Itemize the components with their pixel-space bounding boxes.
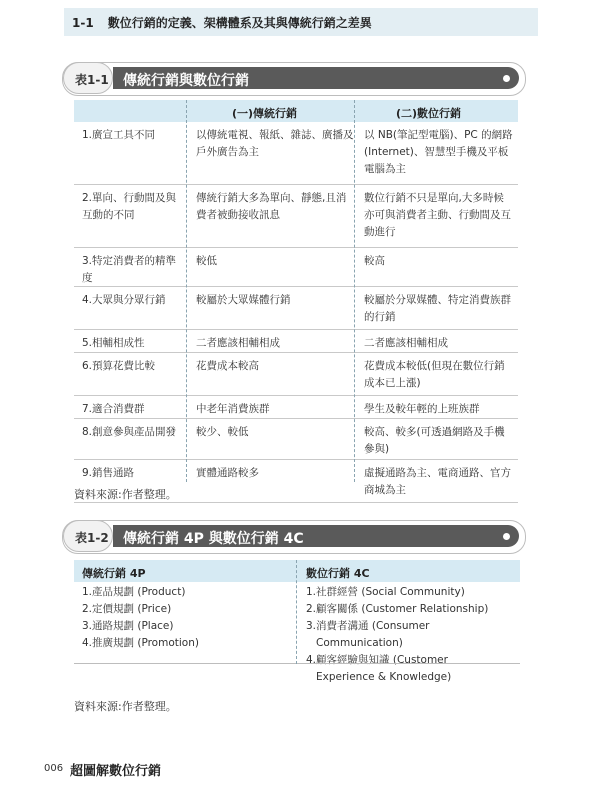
table2-header-row [74,560,520,582]
table1-source-note: 資料來源:作者整理。 [74,488,177,501]
table2-tab [63,520,113,552]
chapter-header [72,14,372,31]
bullet-dot-icon [503,75,510,82]
row-traditional: 花費成本較高 [196,360,259,372]
row-item: 3.特定消費者的精準度 [82,255,177,284]
list-item: Communication) [316,637,403,649]
list-item: Experience & Knowledge) [316,671,452,683]
table-row [74,248,518,287]
table-row [74,396,518,419]
list-item: 4.推廣規劃 (Promotion) [82,637,199,649]
row-digital: 花費成本較低(但現在數位行銷成本已上漲) [364,360,505,389]
table2-title: 傳統行銷 4P 與數位行銷 4C [123,531,304,547]
column-divider [186,100,187,482]
section-title: 數位行銷的定義、架構體系及其與傳統行銷之差異 [107,16,372,30]
table-row [74,419,518,460]
table1-col-digital-header: (二)數位行銷 [396,107,462,120]
row-traditional: 二者應該相輔相成 [196,337,280,349]
row-digital: 學生及較年輕的上班族群 [364,403,480,415]
row-item: 4.大眾與分眾行銷 [82,294,166,306]
list-item: 3.通路規劃 (Place) [82,620,174,632]
bullet-dot-icon [503,533,510,540]
row-item: 5.相輔相成性 [82,337,145,349]
row-traditional: 中老年消費族群 [196,403,270,415]
book-title: 超圖解數位行銷 [70,764,162,779]
list-item: 1.社群經營 (Social Community) [306,586,465,598]
table2-title-banner [113,525,519,547]
list-item: 2.顧客關係 (Customer Relationship) [306,603,489,615]
table1-title-banner [113,67,519,89]
row-traditional: 實體通路較多 [196,467,259,479]
row-traditional: 較低 [196,255,217,267]
table2-title-bar [62,520,526,554]
row-digital: 數位行銷不只是單向,大多時候亦可與消費者主動、行動間及互動進行 [364,192,511,238]
table-row [74,287,518,330]
row-item: 2.單向、行動間及與互動的不同 [82,192,177,221]
table2-col-4p-header: 傳統行銷 4P [82,567,146,580]
4c-list [306,584,488,686]
row-digital: 二者應該相輔相成 [364,337,448,349]
row-digital: 以 NB(筆記型電腦)、PC 的網路 (Internet)、智慧型手機及平板電腦為主 [364,129,513,175]
list-item: 4.顧客經驗與知識 (Customer [306,654,448,666]
table1-tab-label: 表1-1 [75,73,109,87]
table-row [74,185,518,248]
4p-list [82,584,199,652]
row-digital: 較屬於分眾媒體、特定消費族群的行銷 [364,294,511,323]
row-digital: 較高、較多(可透過網路及手機參與) [364,426,505,455]
table-row [74,330,518,353]
column-divider [296,560,297,664]
table2-bottom-rule [74,663,520,664]
table1-title: 傳統行銷與數位行銷 [123,73,249,89]
table2-col-4c-header: 數位行銷 4C [306,567,370,580]
list-item: 3.消費者溝通 (Consumer [306,620,430,632]
section-number: 1-1 [72,16,94,30]
row-traditional: 較少、較低 [196,426,249,438]
table-row [74,353,518,396]
4p-4c-table [74,560,520,683]
page-number: 006 [44,763,64,774]
column-divider [354,100,355,482]
row-item: 6.預算花費比較 [82,360,156,372]
row-traditional: 較屬於大眾媒體行銷 [196,294,291,306]
row-item: 8.創意參與產品開發 [82,426,177,438]
row-item: 1.廣宣工具不同 [82,129,156,141]
row-digital: 較高 [364,255,385,267]
table-row [74,122,518,185]
row-item: 7.適合消費群 [82,403,145,415]
table1-header-row [74,100,518,122]
row-traditional: 以傳統電視、報紙、雜誌、廣播及戶外廣告為主 [196,129,354,158]
row-item: 9.銷售通路 [82,467,135,479]
comparison-table [74,100,518,503]
list-item: 2.定價規劃 (Price) [82,603,172,615]
table2-tab-label: 表1-2 [75,531,109,545]
table2-source-note: 資料來源:作者整理。 [74,700,177,713]
table1-tab [63,62,113,94]
row-digital: 虛擬通路為主、電商通路、官方商城為主 [364,467,511,496]
table1-title-bar [62,62,526,96]
list-item: 1.產品規劃 (Product) [82,586,186,598]
row-traditional: 傳統行銷大多為單向、靜態,且消費者被動接收訊息 [196,192,347,221]
table1-col-traditional-header: (一)傳統行銷 [232,107,298,120]
